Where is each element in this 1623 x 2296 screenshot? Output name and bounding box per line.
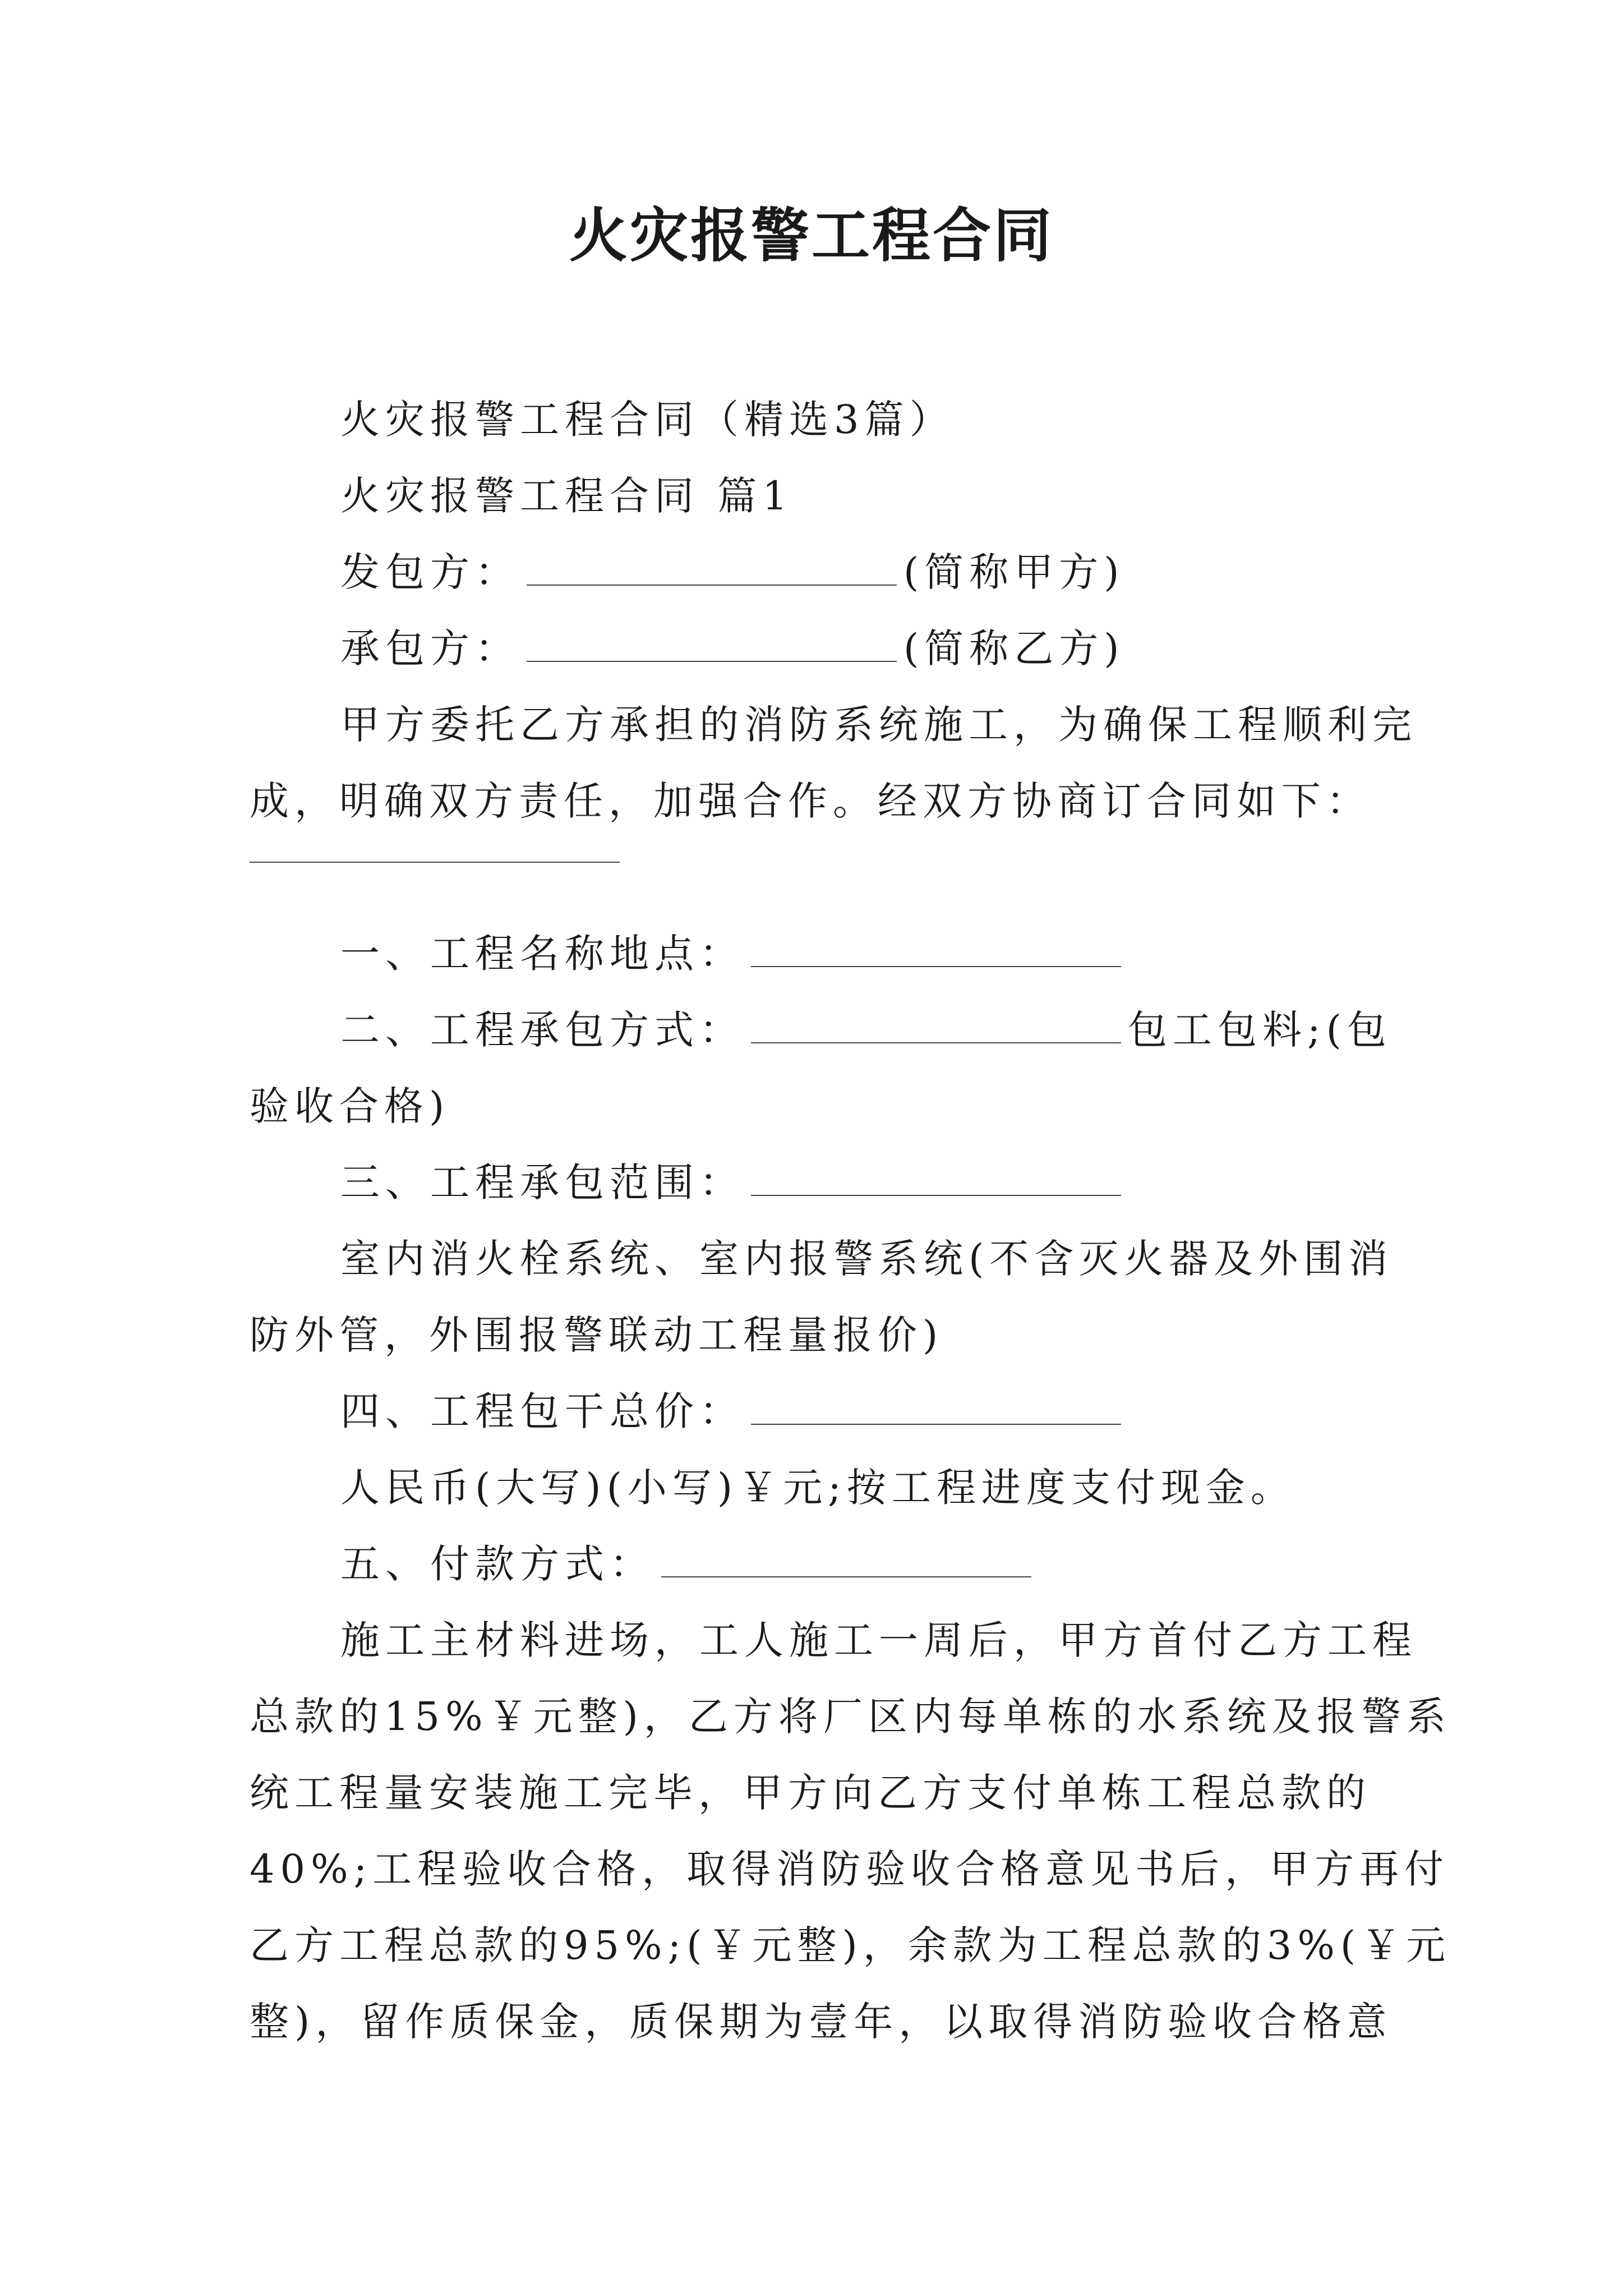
clause-4-text: 人民币(大写)(小写)￥元;按工程进度支付现金。 <box>340 1465 1295 1511</box>
clause-3 <box>250 1144 1388 1221</box>
clause-5 <box>250 1526 1388 1602</box>
party-a-suffix: (简称甲方) <box>903 549 1125 595</box>
clause-4-label: 四、工程包干总价： <box>340 1388 744 1434</box>
document-body <box>250 381 1451 2060</box>
preamble-line-2: 成，明确双方责任，加强合作。经双方协商订合同如下： <box>250 778 1371 824</box>
clause-3-text-1: 室内消火栓系统、室内报警系统(不含灭火器及外围消 <box>340 1236 1394 1282</box>
clause-2-label: 二、工程承包方式： <box>340 1007 744 1053</box>
standalone-blank <box>250 862 620 863</box>
clause-2-blank <box>751 999 1121 1043</box>
clause-5-label: 五、付款方式： <box>340 1541 654 1587</box>
clause-5-line: 乙方工程总款的95%;(￥元整)，余款为工程总款的3%(￥元 <box>250 1922 1451 1968</box>
party-b-line <box>250 610 1388 687</box>
clause-3-text-2: 防外管，外围报警联动工程量报价) <box>250 1312 944 1358</box>
clause-5-line: 整)，留作质保金，质保期为壹年，以取得消防验收合格意 <box>250 1999 1393 2045</box>
party-b-blank <box>527 617 897 662</box>
clause-3-blank <box>751 1151 1121 1196</box>
clause-5-line: 总款的15%￥元整)，乙方将厂区内每单栋的水系统及报警系 <box>250 1694 1451 1740</box>
clause-2 <box>250 992 1392 1068</box>
clause-4 <box>250 1373 1388 1450</box>
subtitle: 火灾报警工程合同（精选3篇） <box>340 397 955 443</box>
clause-1-blank <box>751 922 1121 967</box>
clause-2-suffix: 包工包料;(包 <box>1128 1007 1392 1053</box>
preamble-line-1: 甲方委托乙方承担的消防系统施工，为确保工程顺利完 <box>340 702 1417 748</box>
document-title: 火灾报警工程合同 <box>569 201 1054 270</box>
clause-1-label: 一、工程名称地点： <box>340 931 744 977</box>
clause-2-line-2: 验收合格) <box>250 1083 450 1129</box>
clause-5-line: 40%;工程验收合格，取得消防验收合格意见书后，甲方再付 <box>250 1846 1450 1892</box>
clause-5-line: 施工主材料进场，工人施工一周后，甲方首付乙方工程 <box>340 1617 1417 1663</box>
clause-5-line: 统工程量安装施工完毕，甲方向乙方支付单栋工程总款的 <box>250 1770 1371 1816</box>
party-a-line <box>250 534 1388 610</box>
clause-1 <box>250 915 1388 992</box>
party-a-label: 发包方： <box>340 549 520 595</box>
signature-blank-row <box>250 839 1388 915</box>
clause-3-label: 三、工程承包范围： <box>340 1159 744 1205</box>
party-b-label: 承包方： <box>340 625 520 671</box>
clause-4-blank <box>751 1380 1121 1425</box>
clause-5-blank <box>661 1533 1031 1577</box>
party-a-blank <box>527 541 897 586</box>
part-heading: 火灾报警工程合同 篇1 <box>340 473 793 519</box>
party-b-suffix: (简称乙方) <box>903 625 1125 671</box>
